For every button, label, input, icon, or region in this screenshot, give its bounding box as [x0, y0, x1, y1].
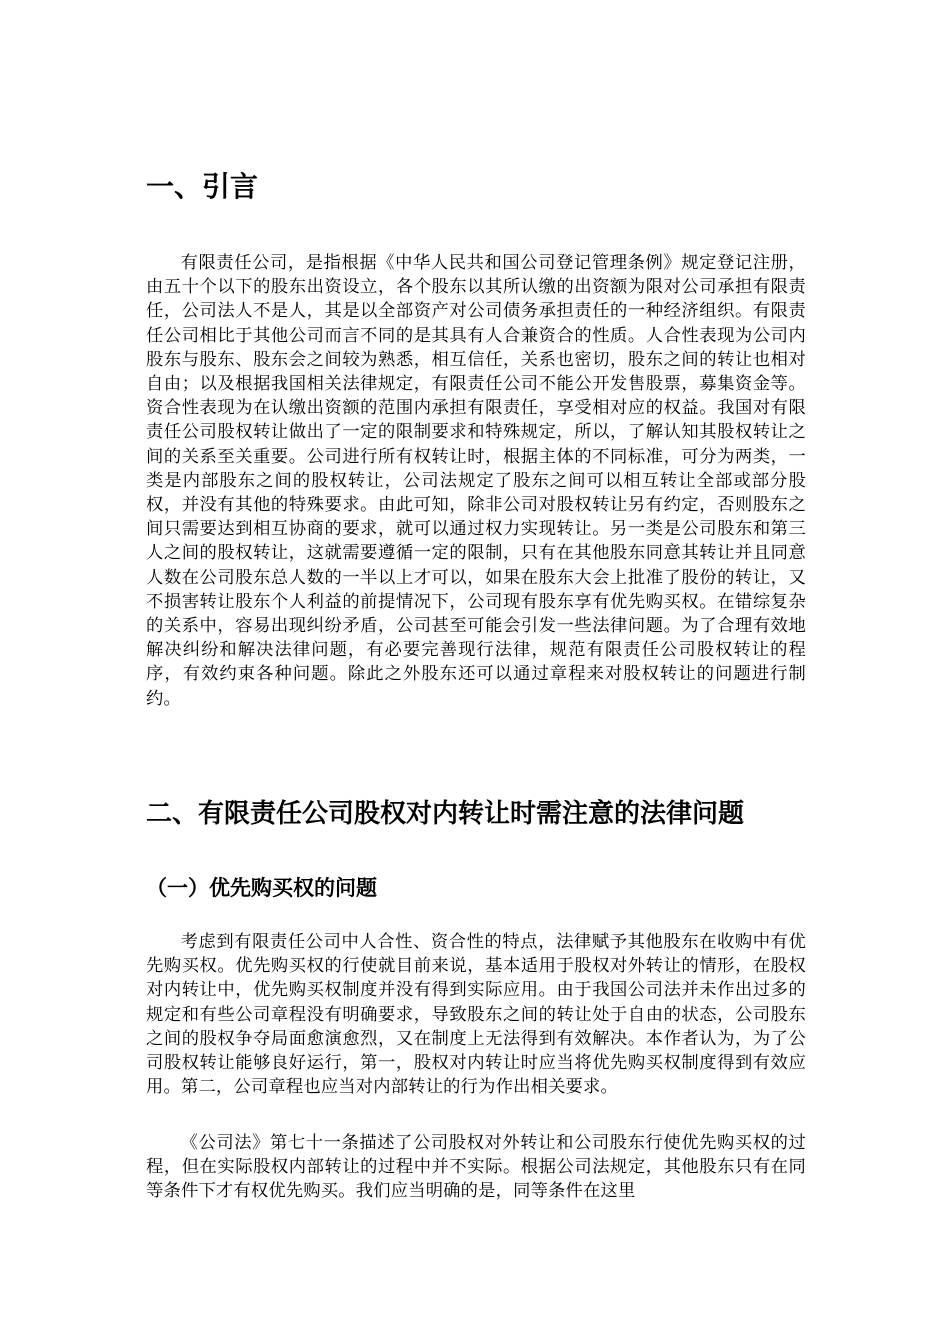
subsection-heading-1: （一）优先购买权的问题 [146, 876, 377, 900]
subsection-1-paragraph-1: 考虑到有限责任公司中人合性、资合性的特点，法律赋予其他股东在收购中有优先购买权。优先购买权的行使就目前来说，基本适用于股权对外转让的情形，在股权对内转让中，优先购买权制度并没有得到实际应用。由于我国公司法并未作出过多的规定和有些公司章程没有明确要求，导致股东之间的转让处于自由的状态，公司股东之间的股权争夺局面愈演愈烈，又在制度上无法得到有效解决。本作者认为，为了公司股权转让能够良好运行，第一，股权对内转让时应当将优先购买权制度得到有效应用。第二，公司章程也应当对内部转让的行为作出相关要求。 [146, 932, 806, 1098]
intro-paragraph: 有限责任公司，是指根据《中华人民共和国公司登记管理条例》规定登记注册，由五十个以下的股东出资设立，各个股东以其所认缴的出资额为限对公司承担有限责任，公司法人不是人，其是以全部资产对公司债务承担责任的一种经济组织。有限责任公司相比于其他公司而言不同的是其具有人合兼资合的性质。人合性表现为公司内股东与股东、股东会之间较为熟悉，相互信任，关系也密切，股东之间的转让也相对自由；以及根据我国相关法律规定，有限责任公司不能公开发售股票，募集资金等。资合性表现为在认缴出资额的范围内承担有限责任，享受相对应的权益。我国对有限责任公司股权转让做出了一定的限制要求和特殊规定，所以，了解认知其股权转让之间的关系至关重要。公司进行所有权转让时，根据主体的不同标准，可分为两类，一类是内部股东之间的股权转让，公司法规定了股东之间可以相互转让全部或部分股权，并没有其他的特殊要求。由此可知，除非公司对股权转让另有约定，否则股东之间只需要达到相互协商的要求，就可以通过权力实现转让。另一类是公司股东和第三人之间的股权转让，这就需要遵循一定的限制，只有在其他股东同意其转让并且同意人数在公司股东总人数的一半以上才可以，如果在股东大会上批准了股份的转让，又不损害转让股东个人利益的前提情况下，公司现有股东享有优先购买权。在错综复杂的关系中，容易出现纠纷矛盾，公司甚至可能会引发一些法律问题。为了合理有效地解决纠纷和解决法律问题，有必要完善现行法律，规范有限责任公司股权转让的程序，有效约束各种问题。除此之外股东还可以通过章程来对股权转让的问题进行制约。 [146, 253, 806, 709]
section-heading-intro: 一、引言 [146, 170, 259, 203]
subsection-1-paragraph-2: 《公司法》第七十一条描述了公司股权对外转让和公司股东行使优先购买权的过程，但在实际股权内部转让的过程中并不实际。根据公司法规定，其他股东只有在同等条件下才有权优先购买。我们应当明确的是，同等条件在这里 [146, 1133, 806, 1202]
section-heading-2: 二、有限责任公司股权对内转让时需注意的法律问题 [146, 799, 745, 829]
